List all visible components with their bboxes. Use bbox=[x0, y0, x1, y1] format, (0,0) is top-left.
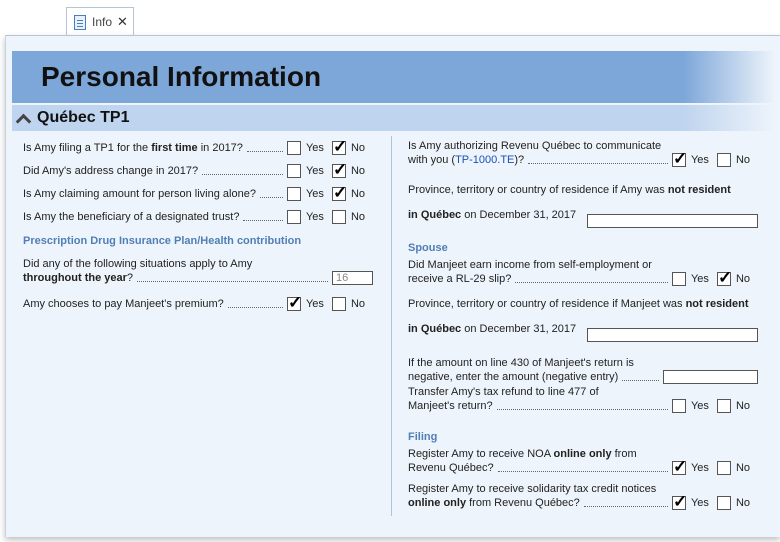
no-checkbox[interactable] bbox=[717, 272, 731, 286]
yes-checkbox[interactable] bbox=[672, 496, 686, 510]
leader-dots bbox=[498, 471, 668, 472]
yes-label: Yes bbox=[305, 165, 324, 177]
question-bold: online only bbox=[553, 448, 612, 460]
question-bold: in Québec bbox=[408, 322, 462, 335]
yes-checkbox[interactable] bbox=[287, 210, 301, 224]
yes-checkbox[interactable] bbox=[672, 399, 686, 413]
question-text: negative, enter the amount (negative entry) bbox=[408, 370, 619, 383]
question-text: )? bbox=[514, 153, 525, 166]
question-bold: not resident bbox=[685, 298, 749, 310]
no-label: No bbox=[735, 462, 750, 474]
negative-amount-field[interactable] bbox=[663, 370, 758, 384]
subheader-spouse: Spouse bbox=[408, 242, 448, 254]
yes-checkbox[interactable] bbox=[287, 141, 301, 155]
leader-dots bbox=[137, 281, 328, 282]
yes-label: Yes bbox=[690, 400, 709, 412]
chevron-up-icon[interactable] bbox=[16, 113, 32, 129]
no-label: No bbox=[735, 273, 750, 285]
leader-dots bbox=[228, 307, 283, 308]
question-text: Is Amy the beneficiary of a designated trust? bbox=[23, 210, 240, 223]
question-text: Did Amy's address change in 2017? bbox=[23, 164, 199, 177]
amy-residence-field[interactable] bbox=[587, 214, 758, 228]
question-text: ? bbox=[126, 271, 134, 284]
question-self-employment bbox=[408, 259, 758, 286]
no-checkbox[interactable] bbox=[717, 461, 731, 475]
question-bold: first time bbox=[151, 141, 198, 154]
question-text: Transfer Amy's tax refund to line 477 of bbox=[408, 386, 599, 398]
yes-label: Yes bbox=[305, 142, 324, 154]
leader-dots bbox=[497, 409, 668, 410]
question-line-430 bbox=[408, 357, 758, 384]
yes-label: Yes bbox=[305, 188, 324, 200]
question-amy-residence bbox=[408, 184, 758, 228]
leader-dots bbox=[584, 506, 668, 507]
close-icon[interactable]: ✕ bbox=[117, 14, 128, 29]
no-label: No bbox=[735, 154, 750, 166]
question-noa-online bbox=[408, 448, 758, 475]
leader-dots bbox=[622, 380, 659, 381]
question-bold: throughout the year bbox=[23, 271, 127, 284]
form-panel bbox=[5, 35, 780, 537]
question-bold: not resident bbox=[667, 184, 731, 196]
leader-dots bbox=[260, 197, 283, 198]
leader-dots bbox=[515, 282, 668, 283]
yes-checkbox[interactable] bbox=[672, 461, 686, 475]
question-pay-premium bbox=[23, 297, 373, 311]
question-text: on December 31, 2017 bbox=[461, 322, 577, 335]
yes-checkbox[interactable] bbox=[287, 164, 301, 178]
no-checkbox[interactable] bbox=[717, 399, 731, 413]
no-label: No bbox=[350, 298, 365, 310]
subheader-filing: Filing bbox=[408, 431, 438, 443]
question-bold: in Québec bbox=[408, 208, 462, 221]
yes-label: Yes bbox=[305, 211, 324, 223]
page-banner bbox=[12, 51, 775, 103]
yes-label: Yes bbox=[690, 462, 709, 474]
leader-dots bbox=[247, 151, 283, 152]
section-title: Québec TP1 bbox=[37, 109, 130, 126]
no-checkbox[interactable] bbox=[332, 141, 346, 155]
yes-label: Yes bbox=[690, 497, 709, 509]
question-text: Revenu Québec? bbox=[408, 461, 494, 474]
tab-label: Info bbox=[92, 15, 113, 29]
document-icon bbox=[74, 15, 86, 30]
no-label: No bbox=[735, 497, 750, 509]
no-checkbox[interactable] bbox=[717, 153, 731, 167]
question-transfer-refund bbox=[408, 386, 758, 413]
question-text: Did any of the following situations apply to Amy bbox=[23, 258, 253, 270]
no-label: No bbox=[735, 400, 750, 412]
question-text: receive a RL-29 slip? bbox=[408, 272, 512, 285]
tp1000-link[interactable]: TP-1000.TE bbox=[455, 153, 515, 166]
question-text: in 2017? bbox=[197, 141, 243, 154]
leader-dots bbox=[528, 163, 668, 164]
no-label: No bbox=[350, 211, 365, 223]
question-living-alone bbox=[23, 187, 373, 201]
yes-checkbox[interactable] bbox=[287, 187, 301, 201]
subheader-drug-insurance: Prescription Drug Insurance Plan/Health contribution bbox=[23, 235, 302, 247]
no-checkbox[interactable] bbox=[332, 187, 346, 201]
no-checkbox[interactable] bbox=[717, 496, 731, 510]
question-text: Register Amy to receive solidarity tax credit notices bbox=[408, 483, 657, 495]
question-text: If the amount on line 430 of Manjeet's return is bbox=[408, 357, 634, 369]
page-title: Personal Information bbox=[41, 61, 322, 92]
question-text: Manjeet's return? bbox=[408, 399, 493, 412]
question-text: with you ( bbox=[408, 153, 456, 166]
question-solidarity-online bbox=[408, 483, 758, 510]
no-label: No bbox=[350, 142, 365, 154]
leader-dots bbox=[243, 220, 283, 221]
question-authorize-revenu bbox=[408, 140, 758, 167]
question-manjeet-residence bbox=[408, 298, 758, 342]
question-bold: online only bbox=[408, 496, 467, 509]
yes-label: Yes bbox=[690, 273, 709, 285]
question-first-time bbox=[23, 141, 373, 155]
manjeet-residence-field[interactable] bbox=[587, 328, 758, 342]
yes-label: Yes bbox=[690, 154, 709, 166]
question-text: Province, territory or country of residence if Manjeet was bbox=[408, 298, 686, 310]
question-text: from Revenu Québec? bbox=[466, 496, 580, 509]
question-text: Is Amy authorizing Revenu Québec to communicate bbox=[408, 140, 662, 152]
situations-code-field[interactable]: 16 bbox=[332, 271, 373, 285]
yes-checkbox[interactable] bbox=[287, 297, 301, 311]
question-text: from bbox=[611, 448, 637, 460]
no-checkbox[interactable] bbox=[332, 297, 346, 311]
question-text: Amy chooses to pay Manjeet's premium? bbox=[23, 297, 224, 310]
tab-info[interactable] bbox=[66, 7, 134, 36]
question-text: Did Manjeet earn income from self-employment or bbox=[408, 259, 652, 271]
yes-label: Yes bbox=[305, 298, 324, 310]
yes-checkbox[interactable] bbox=[672, 153, 686, 167]
section-header-quebec-tp1[interactable] bbox=[12, 105, 775, 131]
yes-checkbox[interactable] bbox=[672, 272, 686, 286]
column-divider bbox=[391, 136, 392, 516]
leader-dots bbox=[202, 174, 283, 175]
question-text: Is Amy filing a TP1 for the bbox=[23, 141, 152, 154]
question-text: Is Amy claiming amount for person living alone? bbox=[23, 187, 256, 200]
no-checkbox[interactable] bbox=[332, 164, 346, 178]
question-text: Register Amy to receive NOA bbox=[408, 448, 554, 460]
question-designated-trust bbox=[23, 210, 373, 224]
no-label: No bbox=[350, 188, 365, 200]
question-text: on December 31, 2017 bbox=[461, 208, 577, 221]
no-label: No bbox=[350, 165, 365, 177]
question-address-change bbox=[23, 164, 373, 178]
question-text: Province, territory or country of residence if Amy was bbox=[408, 184, 668, 196]
no-checkbox[interactable] bbox=[332, 210, 346, 224]
question-situations bbox=[23, 258, 373, 285]
tab-strip bbox=[0, 0, 780, 36]
